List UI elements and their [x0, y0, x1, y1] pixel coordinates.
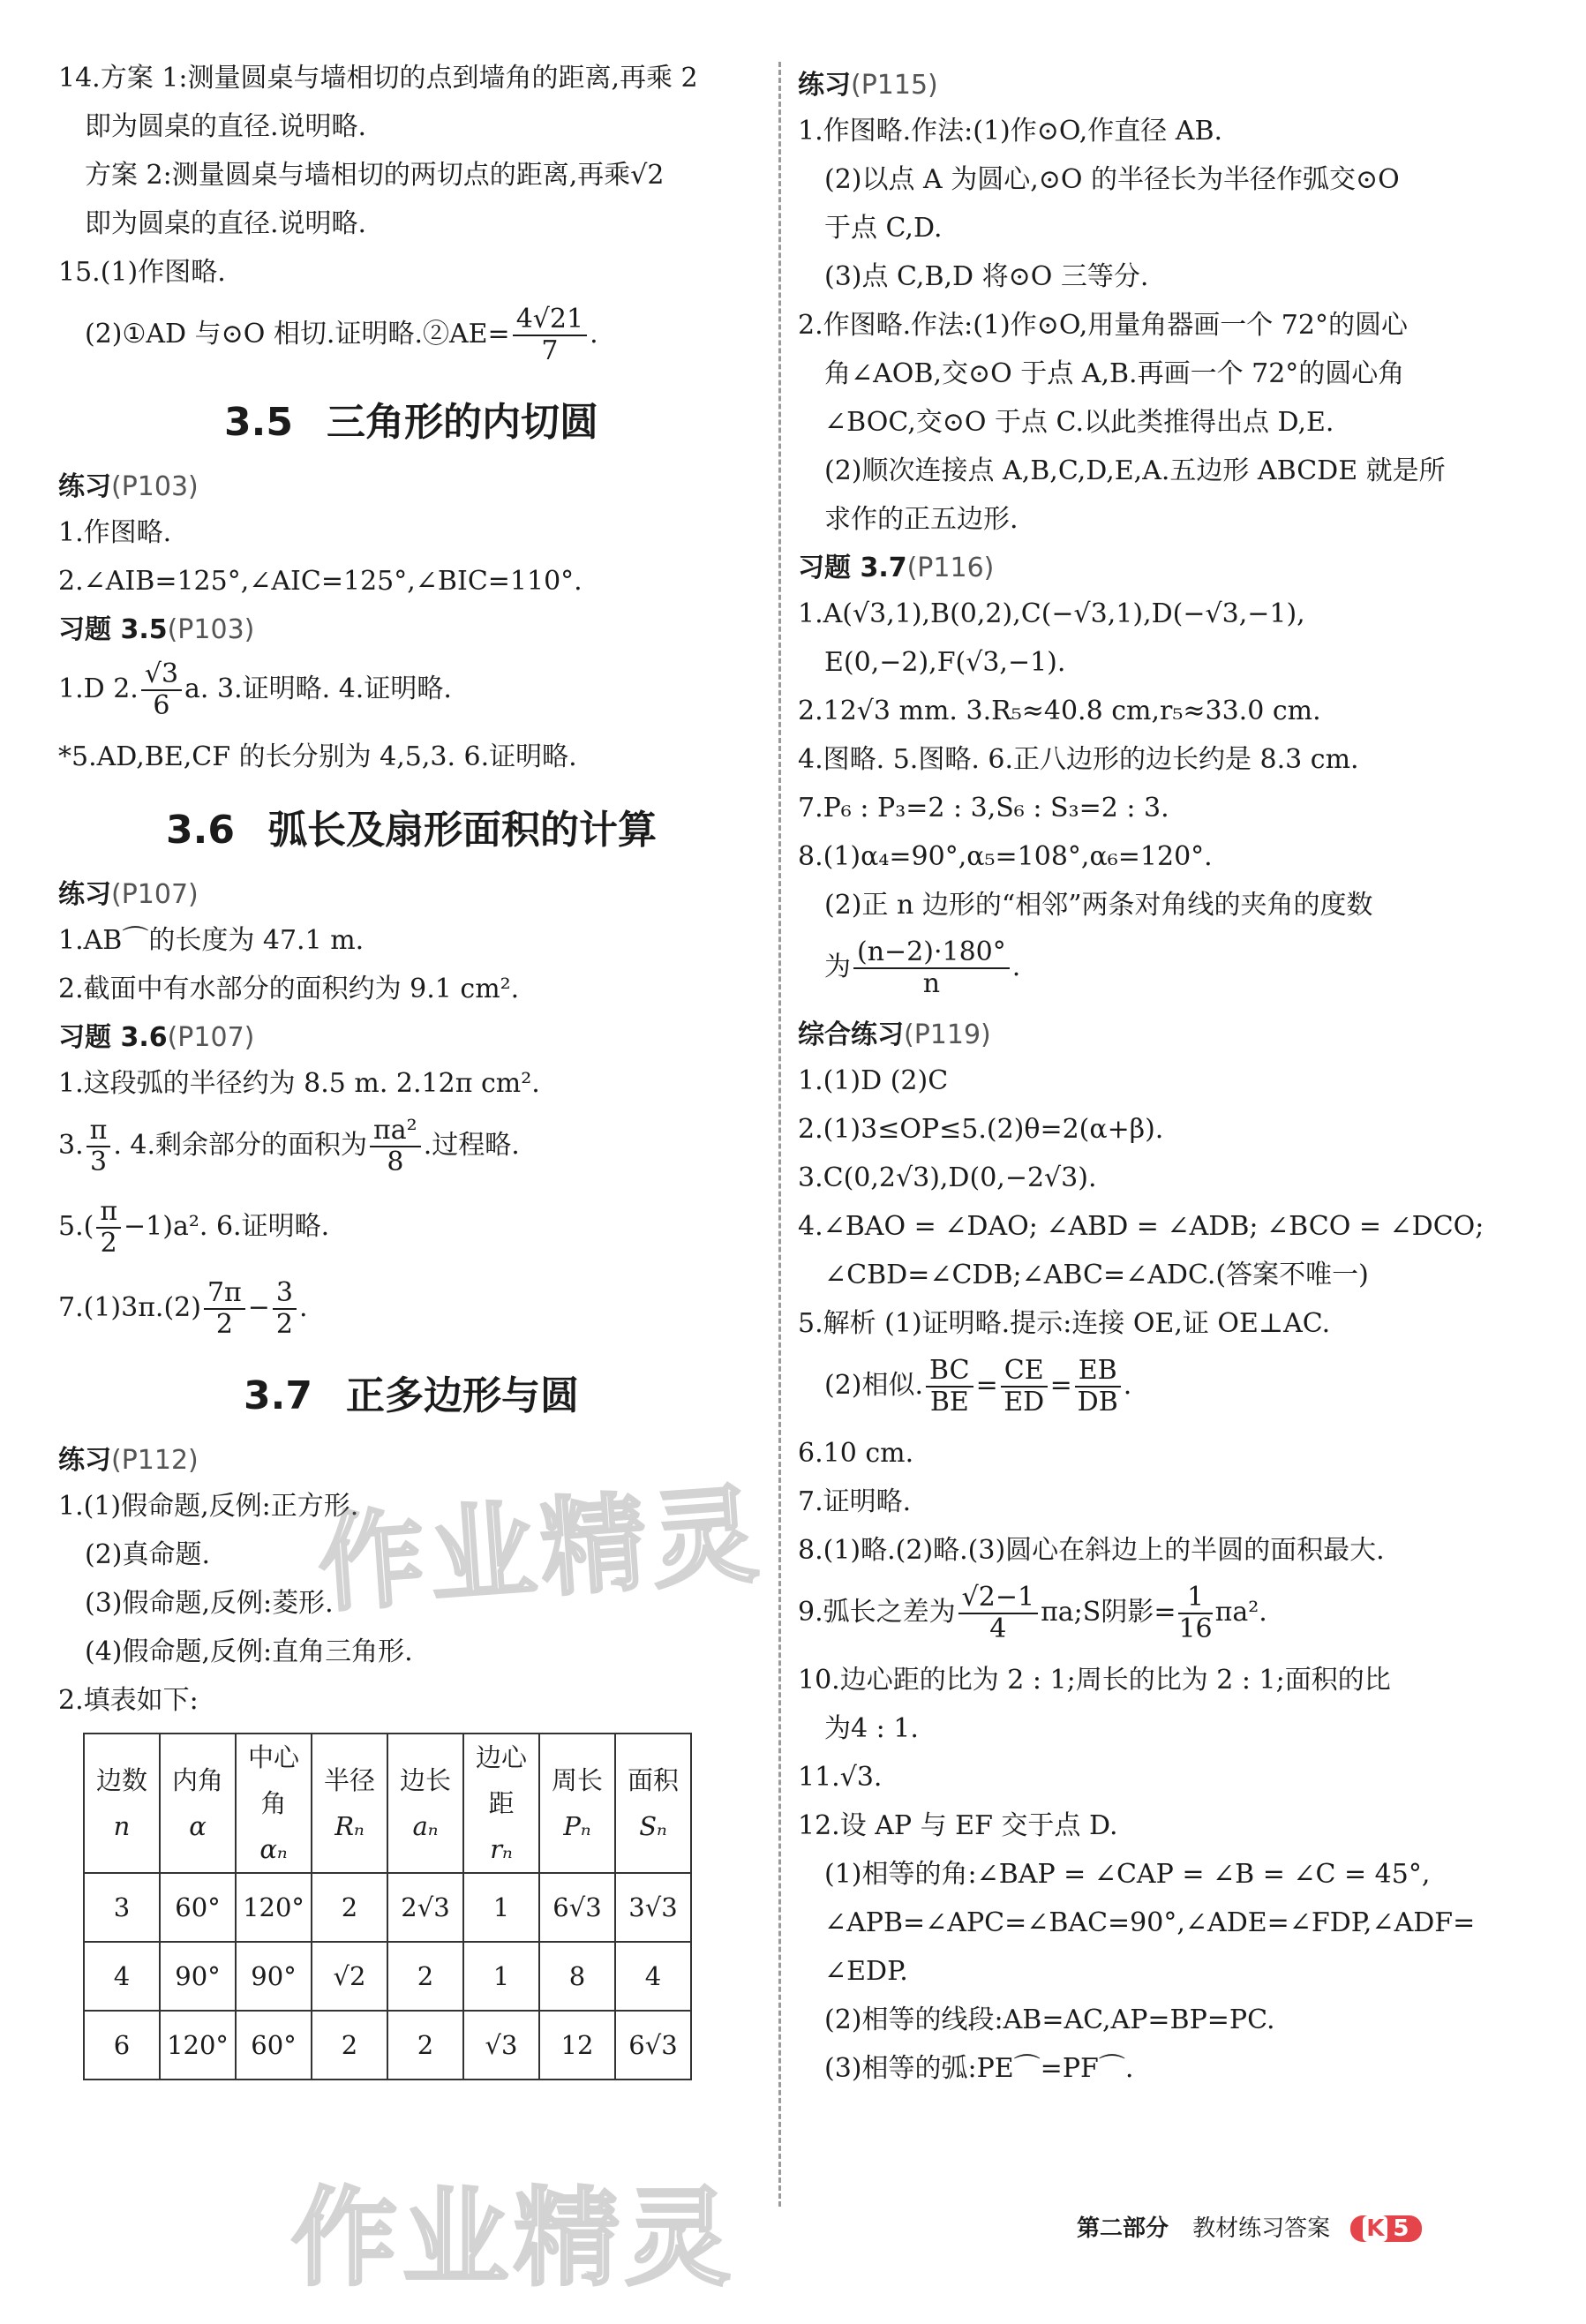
- table-cell: 90°: [236, 1942, 312, 2011]
- answer-line: [798, 1210, 1504, 1244]
- numerator: (n−2)·180°: [853, 937, 1010, 969]
- answer-text: (4)假命题,反例:直角三角形.: [85, 1636, 413, 1667]
- table-cell: 3: [84, 1873, 160, 1942]
- answer-line: [798, 115, 1504, 148]
- answer-line: [58, 1278, 764, 1340]
- denominator: 8: [387, 1147, 404, 1177]
- section-title: [58, 398, 764, 448]
- numerator: 4√21: [513, 305, 587, 336]
- polygon-table: [83, 1733, 692, 2080]
- heading-label: 练习: [58, 879, 111, 910]
- table-header-cell: [160, 1734, 236, 1873]
- answer-line: [798, 503, 1504, 537]
- footer-part: 第二部分: [1077, 2215, 1169, 2242]
- table-header-cell: [463, 1734, 539, 1873]
- answer-text: 10.边心距的比为 2 : 1;周长的比为 2 : 1;面积的比: [798, 1665, 1391, 1696]
- answer-text: 5.(: [58, 1211, 94, 1242]
- table-header-cell: [539, 1734, 615, 1873]
- answer-line: [58, 1067, 764, 1101]
- numerator: 1: [1178, 1583, 1212, 1614]
- fraction: [958, 1583, 1038, 1644]
- denominator: 2: [100, 1228, 117, 1259]
- answer-text: (2)真命题.: [85, 1539, 211, 1570]
- answer-text: 9.弧长之差为: [798, 1597, 956, 1628]
- fraction: [370, 1116, 421, 1177]
- answer-text: .过程略.: [423, 1130, 520, 1161]
- answer-line: [798, 1259, 1504, 1292]
- answer-text: πa².: [1214, 1597, 1267, 1628]
- numerator: BC: [926, 1356, 973, 1388]
- numerator: 7π: [204, 1278, 245, 1310]
- answer-line: [798, 1534, 1504, 1568]
- answer-text: 1.作图略.作法:(1)作⊙O,作直径 AB.: [798, 116, 1223, 147]
- heading-page: (P103): [111, 471, 199, 502]
- heading-label: 习题 3.5: [58, 614, 168, 645]
- answer-line: [798, 1955, 1504, 1989]
- exercise-heading: [798, 1019, 1504, 1052]
- table-cell: 4: [615, 1942, 691, 2011]
- answer-text: 1.作图略.: [58, 517, 172, 548]
- header-name: 边长: [399, 1765, 451, 1795]
- page-number: 5: [1393, 2215, 1409, 2242]
- answer-text: (2)顺次连接点 A,B,C,D,E,A.五边形 ABCDE 就是所: [824, 455, 1446, 486]
- denominator: 16: [1178, 1613, 1213, 1644]
- table-cell: 2: [312, 1873, 387, 1942]
- answer-line: [58, 305, 764, 366]
- answer-line: [798, 1356, 1504, 1418]
- answer-text: (3)相等的弧:PE⌒=PF⌒.: [824, 2053, 1134, 2084]
- answer-line: [58, 159, 764, 192]
- header-symbol: Sₙ: [639, 1811, 667, 1841]
- answer-text: 方案 2:测量圆桌与墙相切的两切点的距离,再乘√2: [85, 160, 665, 191]
- answer-text: .: [299, 1292, 308, 1323]
- table-cell: 120°: [160, 2011, 236, 2080]
- answer-text: 1.这段弧的半径约为 8.5 m. 2.12π cm².: [58, 1068, 540, 1099]
- table-cell: 8: [539, 1942, 615, 2011]
- answer-line: [798, 646, 1504, 680]
- answer-text: ∠APB=∠APC=∠BAC=90°,∠ADE=∠FDP,∠ADF=: [824, 1907, 1476, 1938]
- numerator: π: [86, 1116, 111, 1147]
- answer-line: [798, 1485, 1504, 1519]
- answer-text: 4.∠BAO = ∠DAO; ∠ABD = ∠ADB; ∠BCO = ∠DCO;: [798, 1211, 1485, 1242]
- badge-letter: K: [1363, 2215, 1387, 2242]
- answer-text: ∠CBD=∠CDB;∠ABC=∠ADC.(答案不唯一): [824, 1260, 1369, 1290]
- heading-page: (P119): [904, 1019, 991, 1050]
- header-symbol: aₙ: [412, 1811, 439, 1841]
- answer-text: 即为圆桌的直径.说明略.: [85, 208, 367, 239]
- answer-line: [798, 2004, 1504, 2037]
- answer-text: 4.图略. 5.图略. 6.正八边形的边长约是 8.3 cm.: [798, 744, 1359, 775]
- answer-line: [58, 1116, 764, 1177]
- exercise-heading: [58, 1021, 764, 1055]
- answer-line: [798, 2052, 1504, 2086]
- heading-page: (P115): [851, 70, 938, 101]
- answer-line: [798, 406, 1504, 440]
- answer-line: [798, 309, 1504, 342]
- denominator: ED: [1003, 1387, 1045, 1418]
- heading-page: (P112): [111, 1445, 199, 1476]
- fraction: [1075, 1356, 1121, 1418]
- table-header-cell: [312, 1734, 387, 1873]
- answer-line: [798, 1437, 1504, 1470]
- denominator: 4: [989, 1613, 1007, 1644]
- denominator: DB: [1077, 1387, 1118, 1418]
- answer-line: [798, 1113, 1504, 1147]
- answer-text: 于点 C,D.: [824, 213, 943, 244]
- answer-text: (3)假命题,反例:菱形.: [85, 1588, 334, 1619]
- answer-text: E(0,−2),F(√3,−1).: [824, 647, 1066, 678]
- section-number: 3.7: [244, 1373, 312, 1418]
- table-cell: 2: [312, 2011, 387, 2080]
- answer-line: [58, 973, 764, 1006]
- section-number: 3.5: [224, 400, 293, 445]
- answer-text: 2.作图略.作法:(1)作⊙O,用量角器画一个 72°的圆心: [798, 310, 1408, 341]
- answer-text: 11.√3.: [798, 1762, 883, 1793]
- answer-line: [798, 212, 1504, 245]
- answer-line: [798, 937, 1504, 999]
- header-name: 内角: [171, 1765, 223, 1795]
- denominator: n: [922, 968, 941, 999]
- header-name: 半径: [323, 1765, 375, 1795]
- heading-label: 练习: [58, 471, 111, 502]
- answer-text: 3.: [58, 1130, 84, 1161]
- denominator: BE: [929, 1387, 969, 1418]
- answer-text: 2.填表如下:: [58, 1685, 199, 1716]
- answer-text: 12.设 AP 与 EF 交于点 D.: [798, 1810, 1118, 1841]
- answer-text: 14.方案 1:测量圆桌与墙相切的点到墙角的距离,再乘 2: [58, 63, 698, 94]
- answer-text: 15.(1)作图略.: [58, 257, 226, 288]
- table-cell: 6√3: [539, 1873, 615, 1942]
- numerator: √3: [141, 659, 182, 691]
- table-cell: 2: [387, 1942, 463, 2011]
- answer-text: (2)①AD 与⊙O 相切.证明略.②AE=: [85, 319, 510, 350]
- answer-line: [798, 792, 1504, 825]
- heading-page: (P103): [167, 614, 255, 645]
- numerator: π: [96, 1197, 121, 1229]
- heading-page: (P116): [906, 553, 995, 583]
- exercise-heading: [798, 69, 1504, 102]
- answer-text: (2)正 n 边形的“相邻”两条对角线的夹角的度数: [824, 890, 1373, 921]
- heading-label: 综合练习: [798, 1019, 904, 1050]
- fraction: [1001, 1356, 1048, 1418]
- answer-line: [58, 659, 764, 721]
- table-cell: 1: [463, 1873, 539, 1942]
- table-cell: 60°: [160, 1873, 236, 1942]
- table-cell: 1: [463, 1942, 539, 2011]
- answer-text: (2)相等的线段:AB=AC,AP=BP=PC.: [824, 2004, 1275, 2035]
- answer-line: [798, 598, 1504, 631]
- fraction: [96, 1197, 121, 1259]
- fraction: [513, 305, 587, 366]
- answer-line: [798, 840, 1504, 874]
- answer-text: −: [247, 1292, 270, 1323]
- answer-text: 3.C(0,2√3),D(0,−2√3).: [798, 1162, 1097, 1193]
- answer-line: [798, 743, 1504, 777]
- table-row: [84, 1873, 691, 1942]
- section-name: 正多边形与圆: [345, 1373, 579, 1418]
- answer-line: [798, 1064, 1504, 1098]
- table-cell: 4: [84, 1942, 160, 2011]
- table-cell: 12: [539, 2011, 615, 2080]
- left-column: [58, 62, 764, 2080]
- answer-line: [798, 1809, 1504, 1843]
- answer-text: 为: [824, 951, 851, 982]
- answer-line: [58, 256, 764, 290]
- answer-text: 2.(1)3≤OP≤5.(2)θ=2(α+β).: [798, 1114, 1164, 1145]
- answer-line: [58, 741, 764, 774]
- table-cell: 3√3: [615, 1873, 691, 1942]
- fraction: [141, 659, 182, 721]
- table-header-cell: [84, 1734, 160, 1873]
- answer-line: [798, 1307, 1504, 1341]
- numerator: 3: [273, 1278, 297, 1310]
- answer-text: ∠BOC,交⊙O 于点 C.以此类推得出点 D,E.: [824, 407, 1334, 438]
- answer-text: *5.AD,BE,CF 的长分别为 4,5,3. 6.证明略.: [58, 741, 577, 772]
- answer-line: [798, 163, 1504, 197]
- section-number: 3.6: [166, 808, 235, 853]
- answer-text: 1.AB⌒的长度为 47.1 m.: [58, 925, 365, 956]
- answer-text: 2.12√3 mm. 3.R₅≈40.8 cm,r₅≈33.0 cm.: [798, 696, 1321, 726]
- page-badge: [1350, 2215, 1421, 2242]
- footer-title: 教材练习答案: [1192, 2215, 1331, 2242]
- answer-line: [798, 260, 1504, 294]
- heading-page: (P107): [167, 1022, 255, 1053]
- fraction: [853, 937, 1010, 999]
- header-name: 面积: [627, 1765, 679, 1795]
- numerator: CE: [1001, 1356, 1048, 1388]
- answer-text: 求作的正五边形.: [824, 504, 1018, 535]
- answer-text: 7.证明略.: [798, 1486, 912, 1517]
- answer-text: (3)点 C,B,D 将⊙O 三等分.: [824, 261, 1149, 292]
- exercise-heading: [798, 552, 1504, 585]
- answer-line: [798, 1664, 1504, 1697]
- answer-text: 8.(1)α₄=90°,α₅=108°,α₆=120°.: [798, 841, 1213, 872]
- section-name: 弧长及扇形面积的计算: [267, 808, 657, 853]
- section-title: [58, 806, 764, 855]
- answer-text: . 4.剩余部分的面积为: [113, 1130, 368, 1161]
- answer-line: [798, 1162, 1504, 1195]
- heading-label: 习题 3.7: [798, 553, 907, 583]
- answer-line: [798, 357, 1504, 391]
- answer-text: πa;S阴影=: [1041, 1597, 1176, 1628]
- denominator: 6: [153, 690, 170, 721]
- denominator: 2: [275, 1309, 293, 1340]
- page-footer: [1077, 2210, 1422, 2243]
- answer-text: .: [590, 319, 598, 350]
- exercise-heading: [58, 470, 764, 504]
- table-header-row: [84, 1734, 691, 1873]
- table-cell: 60°: [236, 2011, 312, 2080]
- answer-text: 7.(1)3π.(2): [58, 1292, 201, 1323]
- table-cell: 120°: [236, 1873, 312, 1942]
- answer-line: [798, 695, 1504, 728]
- answer-text: (1)相等的角:∠BAP = ∠CAP = ∠B = ∠C = 45°,: [824, 1859, 1431, 1890]
- header-symbol: αₙ: [259, 1834, 288, 1864]
- answer-text: 1.(1)D (2)C: [798, 1065, 949, 1096]
- numerator: √2−1: [958, 1583, 1038, 1614]
- answer-text: 2.截面中有水部分的面积约为 9.1 cm².: [58, 974, 520, 1004]
- answer-text: 1.A(√3,1),B(0,2),C(−√3,1),D(−√3,−1),: [798, 598, 1305, 629]
- answer-text: a. 3.证明略. 4.证明略.: [184, 673, 452, 704]
- denominator: 2: [215, 1309, 233, 1340]
- answer-line: [58, 516, 764, 550]
- right-column: [798, 62, 1504, 2101]
- numerator: EB: [1075, 1356, 1121, 1388]
- answer-text: .: [1011, 951, 1021, 982]
- header-name: 边数: [95, 1765, 147, 1795]
- answer-line: [58, 110, 764, 144]
- answer-text: 即为圆桌的直径.说明略.: [85, 111, 367, 142]
- heading-label: 练习: [58, 1445, 111, 1476]
- fraction: [86, 1116, 111, 1177]
- table-header-cell: [387, 1734, 463, 1873]
- answer-text: 8.(1)略.(2)略.(3)圆心在斜边上的半圆的面积最大.: [798, 1535, 1385, 1566]
- header-name: 周长: [551, 1765, 603, 1795]
- answer-line: [798, 455, 1504, 488]
- section-title: [58, 1372, 764, 1421]
- table-cell: 2: [387, 2011, 463, 2080]
- table-cell: 6√3: [615, 2011, 691, 2080]
- answer-text: 5.解析 (1)证明略.提示:连接 OE,证 OE⊥AC.: [798, 1308, 1331, 1339]
- answer-text: 2.∠AIB=125°,∠AIC=125°,∠BIC=110°.: [58, 566, 583, 597]
- answer-line: [798, 1907, 1504, 1940]
- table-cell: 2√3: [387, 1873, 463, 1942]
- watermark: 作业精灵: [314, 1473, 767, 1628]
- answer-text: =: [975, 1370, 998, 1401]
- header-name: 中心角: [247, 1742, 299, 1818]
- answer-line: [798, 889, 1504, 922]
- answer-text: (2)以点 A 为圆心,⊙O 的半径长为半径作弧交⊙O: [824, 164, 1400, 195]
- answer-text: .: [1123, 1370, 1132, 1401]
- header-symbol: rₙ: [490, 1834, 513, 1864]
- header-symbol: Pₙ: [563, 1811, 591, 1841]
- answer-line: [798, 1858, 1504, 1892]
- exercise-heading: [58, 613, 764, 647]
- answer-text: −1)a². 6.证明略.: [124, 1211, 330, 1242]
- answer-line: [58, 1684, 764, 1718]
- answer-text: ∠EDP.: [824, 1956, 908, 1987]
- watermark-bottom: 作业精灵: [291, 2177, 736, 2300]
- answer-line: [58, 1636, 764, 1669]
- header-symbol: n: [113, 1811, 131, 1841]
- answer-text: (2)相似.: [824, 1370, 924, 1401]
- header-symbol: α: [189, 1811, 207, 1841]
- table-header-cell: [236, 1734, 312, 1873]
- table-cell: √3: [463, 2011, 539, 2080]
- answer-line: [58, 924, 764, 958]
- section-name: 三角形的内切圆: [326, 400, 598, 445]
- fraction: [926, 1356, 973, 1418]
- table-cell: 90°: [160, 1942, 236, 2011]
- denominator: 3: [89, 1147, 108, 1177]
- answer-line: [58, 1197, 764, 1259]
- table-cell: 6: [84, 2011, 160, 2080]
- numerator: πa²: [370, 1116, 421, 1147]
- header-symbol: Rₙ: [334, 1811, 365, 1841]
- table-row: [84, 2011, 691, 2080]
- answer-text: 1.D 2.: [58, 673, 139, 704]
- heading-page: (P107): [111, 879, 199, 910]
- answer-text: =: [1049, 1370, 1072, 1401]
- answer-line: [58, 62, 764, 95]
- table-header-cell: [615, 1734, 691, 1873]
- heading-label: 习题 3.6: [58, 1022, 168, 1053]
- fraction: [1178, 1583, 1212, 1644]
- answer-line: [798, 1583, 1504, 1644]
- answer-line: [58, 207, 764, 241]
- fraction: [273, 1278, 297, 1340]
- answer-text: 7.P₆ : P₃=2 : 3,S₆ : S₃=2 : 3.: [798, 793, 1169, 824]
- heading-label: 练习: [798, 70, 851, 101]
- answer-line: [798, 1761, 1504, 1794]
- answer-text: 6.10 cm.: [798, 1438, 914, 1469]
- answer-line: [798, 1712, 1504, 1746]
- fraction: [204, 1278, 245, 1340]
- answer-text: 角∠AOB,交⊙O 于点 A,B.再画一个 72°的圆心角: [824, 358, 1405, 389]
- answer-line: [58, 565, 764, 598]
- table-row: [84, 1942, 691, 2011]
- answer-text: 为4 : 1.: [824, 1713, 919, 1744]
- exercise-heading: [58, 878, 764, 912]
- denominator: 7: [541, 335, 559, 366]
- answer-text: 1.(1)假命题,反例:正方形.: [58, 1491, 359, 1522]
- column-divider: [778, 62, 781, 2207]
- table-cell: √2: [312, 1942, 387, 2011]
- header-name: 边心距: [475, 1742, 527, 1818]
